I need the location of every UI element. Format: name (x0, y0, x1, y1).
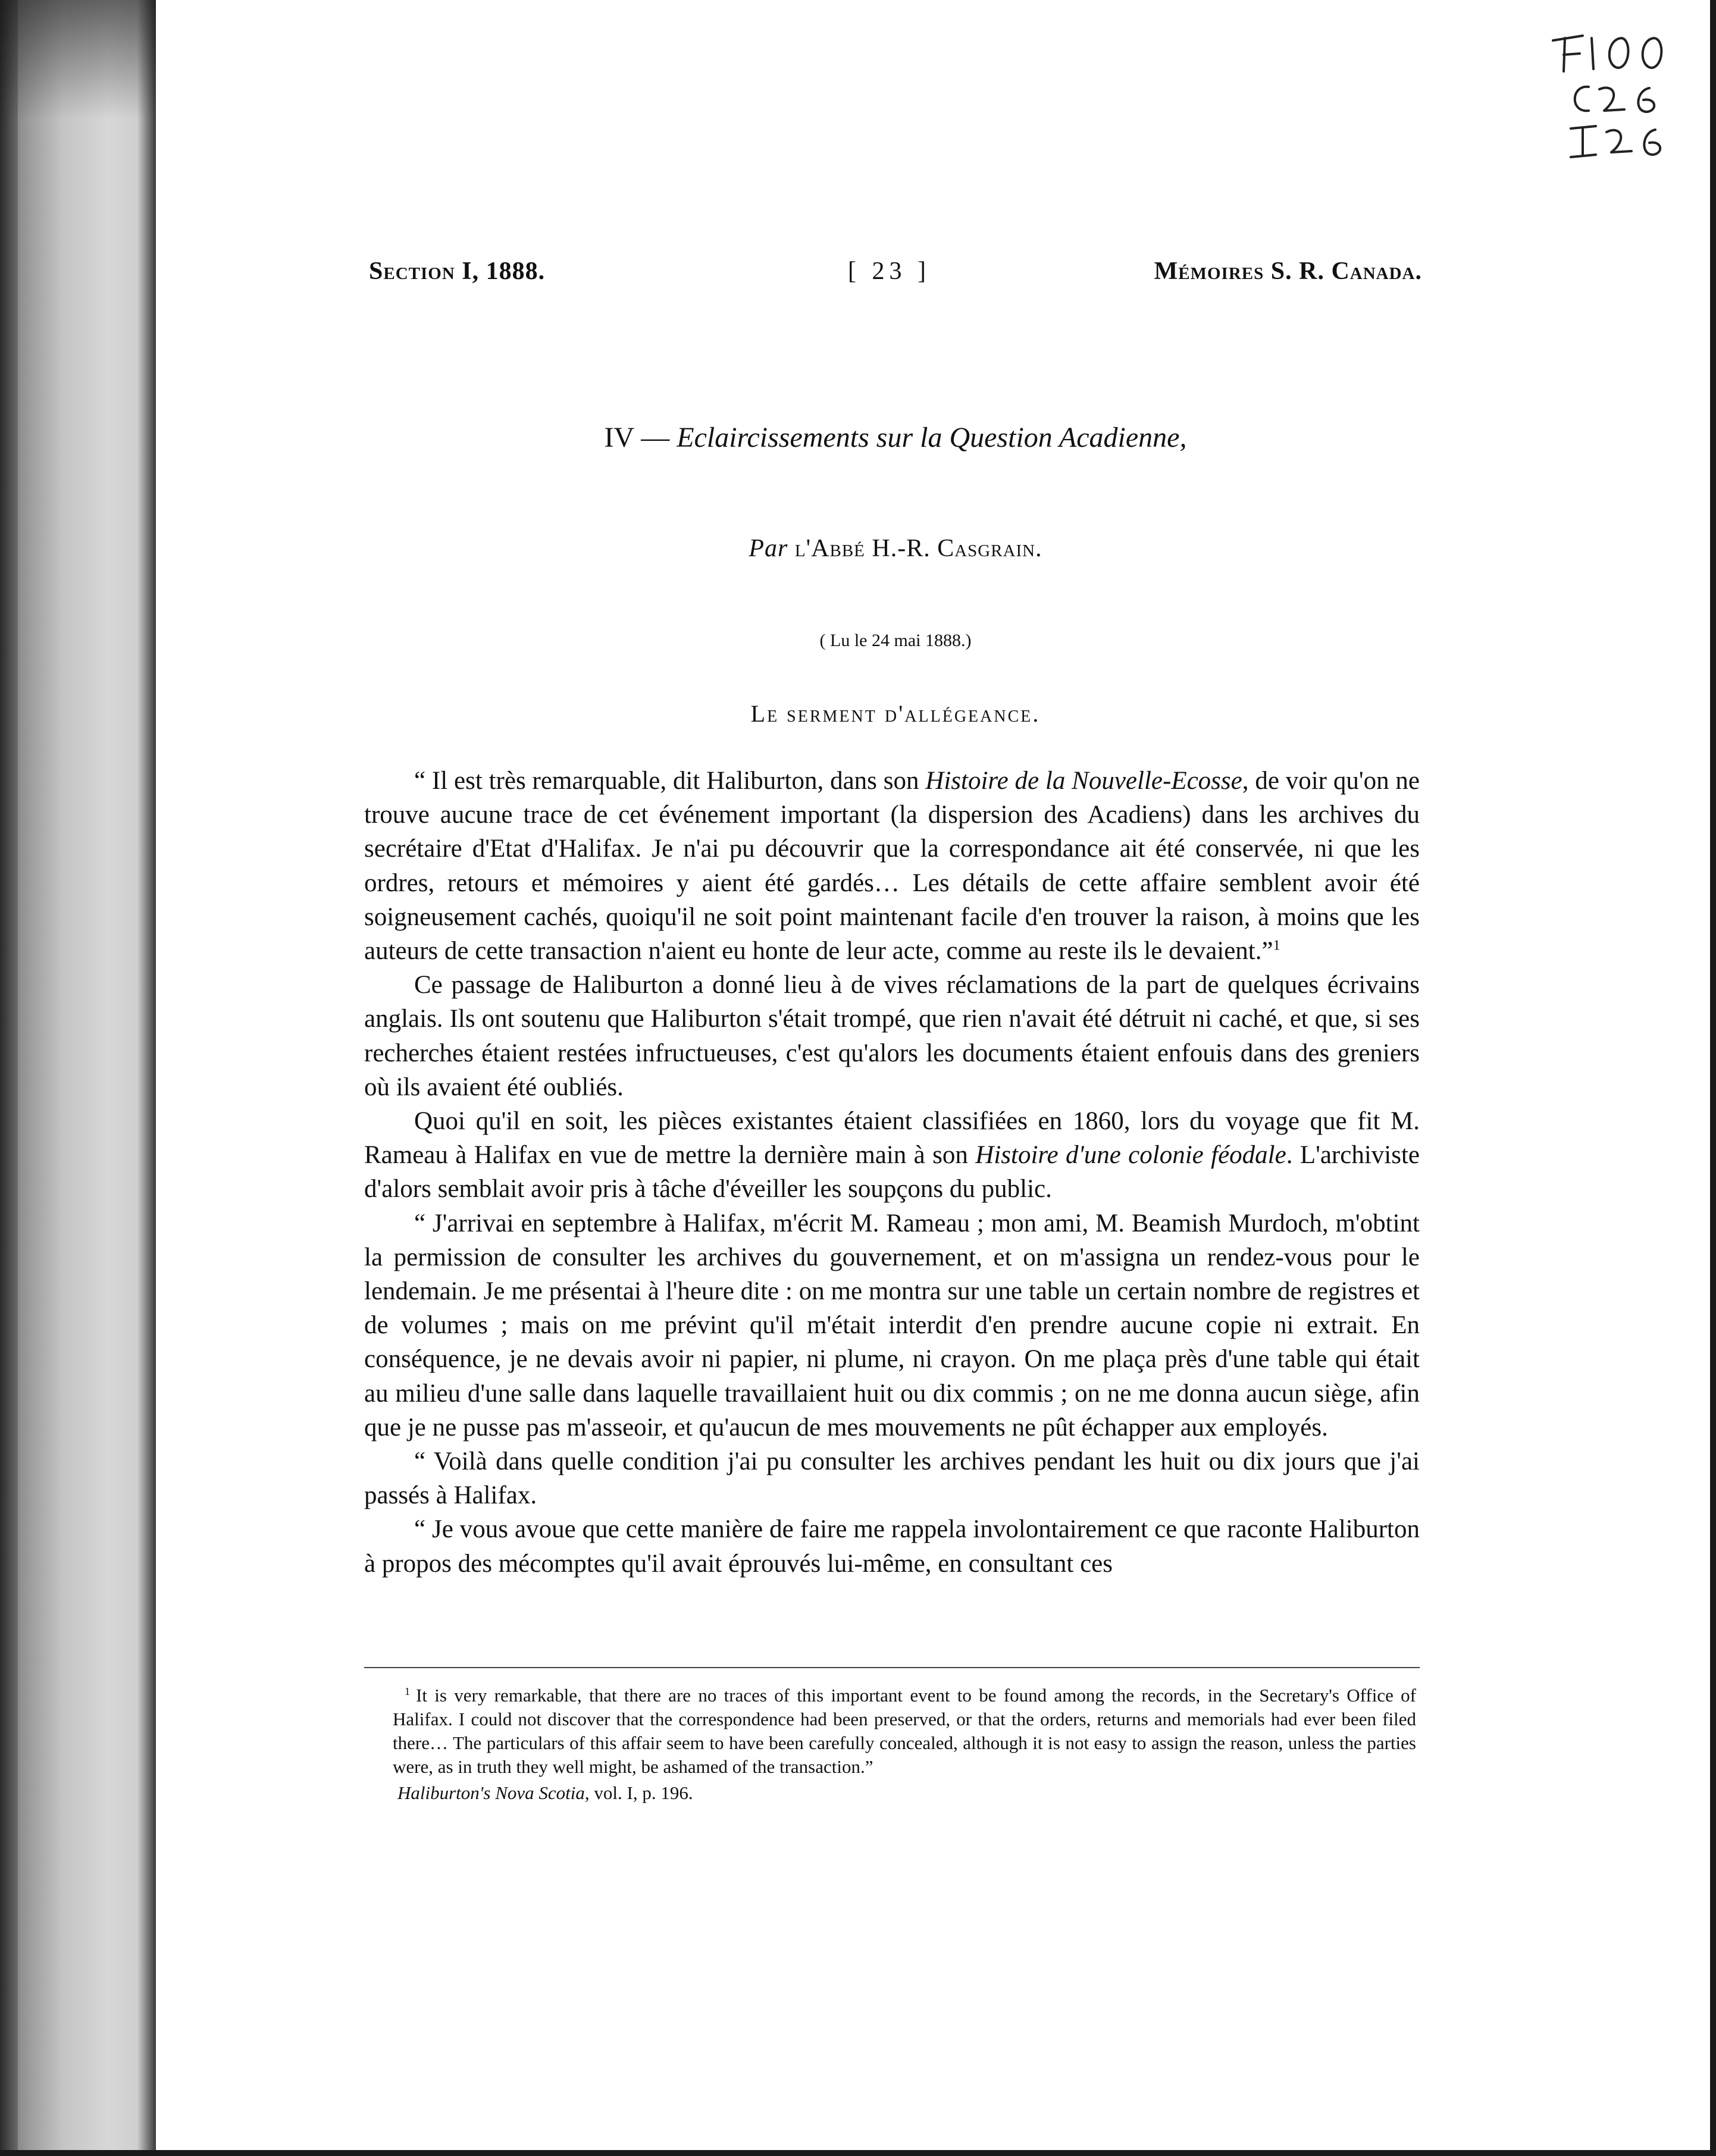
article-number: IV — (604, 422, 670, 453)
article-title (369, 421, 1422, 454)
paragraph-text: . L'archiviste d'alors semblait avoir pris à tâche d'éveiller les soupçons du public. (364, 1141, 1420, 1204)
author-line (369, 534, 1422, 563)
book-title: Histoire d'une colonie féodale (975, 1141, 1286, 1170)
paragraph: “ Voilà dans quelle condition j'ai pu consulter les archives pendant les huit ou dix jours que j'ai passés à Halifax. (364, 1447, 1420, 1510)
paragraph (364, 1104, 1420, 1207)
running-head (369, 257, 1422, 293)
section-heading: Le serment d'allégeance. (750, 700, 1041, 727)
corner-shadow (0, 0, 156, 119)
paragraph-text: Quoi qu'il en soit, les pièces existantes étaient classifiées en 1860, lors du voyage que fit M. Rameau à Halifax en vue de mettre la dernière main à son (364, 1107, 1420, 1170)
handwritten-call-number (1547, 30, 1678, 167)
body-text (364, 764, 1420, 1581)
author-name: l'Abbé H.-R. Casgrain. (794, 535, 1042, 562)
footnote-divider (364, 1667, 1420, 1668)
footnote-reference: 1 (1273, 938, 1280, 954)
right-border (1710, 0, 1716, 2156)
book-title: Histoire de la Nouvelle-Ecosse (925, 767, 1242, 795)
paragraph: Ce passage de Haliburton a donné lieu à de vives réclamations de la part de quelques écrivains anglais. Ils ont soutenu que Haliburton s'était trompé, que rien n'avait été détruit ni caché, et que, si ses recherches étaient restées infructueuses, c'est qu'alors les documents étaient enfouis dans des greniers où ils avaient été oubliés. (364, 971, 1420, 1101)
footnote (393, 1684, 1416, 1779)
spine-shadow (0, 0, 18, 2156)
footnote-source-detail: , vol. I, p. 196. (584, 1782, 693, 1803)
paragraph: “ J'arrivai en septembre à Halifax, m'écrit M. Rameau ; mon ami, M. Beamish Murdoch, m'obtint la permission de consulter les archives du gouvernement, et on m'assigna un rendez-vous pour le lendemain. Je me présentai à l'heure dite : on me montra sur une table un certain nombre de registres et de volumes ; mais on me prévint qu'il m'était interdit d'en prendre aucune copie ni extrait. En conséquence, je ne devais avoir ni papier, ni plume, ni crayon. On me plaça près d'une table qui était au milieu d'une salle dans laquelle travaillaient huit ou dix commis ; on ne me donna aucun siège, afin que je ne pusse pas m'asseoir, et qu'aucun de mes mouvements ne pût échapper aux employés. (364, 1209, 1420, 1441)
handwritten-call-number-drawing (1547, 30, 1678, 167)
running-head-section: Section I, 1888. (369, 258, 546, 285)
footnote-marker: 1 (405, 1685, 410, 1697)
footnote-source (393, 1781, 1416, 1805)
paragraph-text: , de voir qu'on ne trouve aucune trace de cet événement important (la dispersion des Acadiens) dans les archives du secrétaire d'Etat d'Halifax. Je n'ai pu découvrir que la correspondance ait été conservée, ni que les ordres, retours et mémoires y aient été gardés… Les détails de cette affaire semblent avoir été soigneusement cachés, quoiqu'il ne soit point maintenant facile d'en trouver la raison, à moins que les auteurs de cette transaction n'aient eu honte de leur acte, comme au reste ils le devaient.” (364, 767, 1420, 966)
binding-edge (0, 0, 156, 2156)
bottom-border (0, 2150, 1716, 2156)
paragraph (364, 764, 1420, 968)
footnote-source-title: Haliburton's Nova Scotia (397, 1782, 585, 1803)
author-prefix: Par (749, 535, 788, 562)
running-head-journal: Mémoires S. R. Canada. (1154, 258, 1422, 285)
read-date: ( Lu le 24 mai 1888.) (819, 631, 972, 650)
paragraph-text: “ Il est très remarquable, dit Haliburton, dans son (414, 767, 926, 795)
article-title-text: Eclaircissements sur la Question Acadienne, (677, 422, 1187, 453)
page-number: [ 23 ] (848, 258, 931, 285)
paragraph: “ Je vous avoue que cette manière de faire me rappela involontairement ce que raconte Haliburton à propos des mécomptes qu'il avait éprouvés lui-même, en consultant ces (364, 1515, 1420, 1578)
footnote-text: It is very remarkable, that there are no traces of this important event to be found among the records, in the Secretary's Office of Halifax. I could not discover that the correspondence had been preserved, or that the orders, returns and memorials had ever been filed there… The particulars of this affair seem to have been carefully concealed, although it is not easy to assign the reason, unless the parties were, as in truth they well might, be ashamed of the transaction.” (393, 1685, 1416, 1777)
footnotes (393, 1684, 1416, 1805)
